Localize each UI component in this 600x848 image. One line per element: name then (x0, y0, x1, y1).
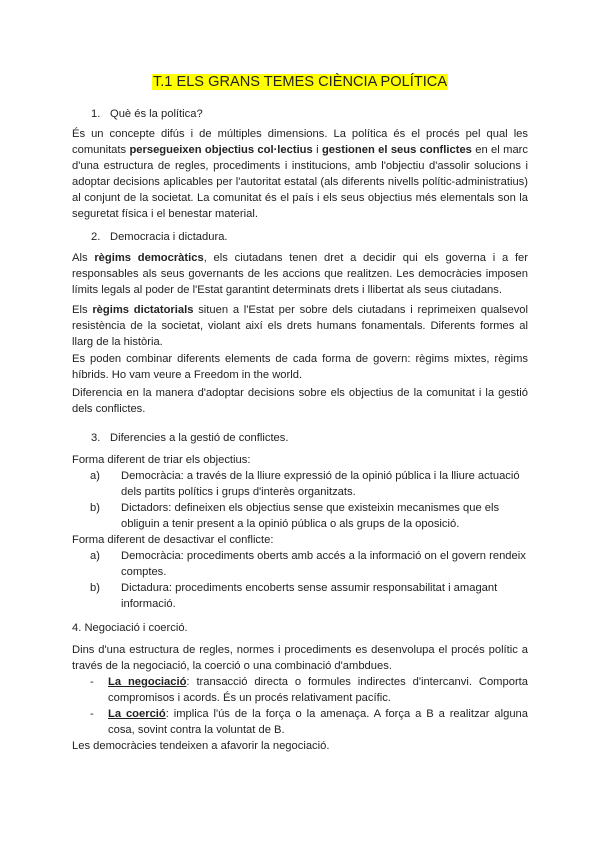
list-item (72, 580, 528, 612)
section-4-heading (72, 620, 528, 636)
section-2-paragraph-2 (72, 302, 528, 350)
term-coercio: La coerció (108, 708, 166, 720)
section-4-paragraph (72, 642, 528, 754)
section-2-paragraph-3 (72, 351, 528, 383)
section-2-heading-text: Democracia i dictadura. (110, 231, 228, 243)
list-item-text: Democràcia: procediments oberts amb accés a la informació on el govern rendeix comptes. (121, 550, 526, 578)
list-item-text: Democràcia: a través de la lliure expressió de la opinió pública i la lliure actuació dels partits polítics i grups d'interès organitzats. (121, 470, 520, 498)
s1-bold-objectius: persegueixen objectius col·lectius (129, 144, 313, 156)
document-title: T.1 ELS GRANS TEMES CIÈNCIA POLÍTICA (152, 74, 448, 90)
section-4-heading-text: 4. Negociació i coerció. (72, 622, 188, 634)
s2-bold-democratics: règims democràtics (94, 252, 204, 264)
section-2-paragraph-4 (72, 385, 528, 417)
s2-p4: Diferencia en la manera d'adoptar decisions sobre els objectius de la comunitat i la gestió dels conflictes. (72, 387, 528, 415)
section-3-heading-text: Diferencies a la gestió de conflictes. (110, 432, 289, 444)
section-3-objectives (72, 452, 528, 532)
list-item-text: : implica l'ús de la força o la amenaça. A força a B a realitzar alguna cosa, sovint contra la voluntat de B. (108, 708, 528, 736)
title-wrap (0, 73, 600, 91)
term-negociacio: La negociació (108, 676, 187, 688)
list-item-text: : transacció directa o formules indirectes d'intercanvi. Comporta compromisos i acords. És un procés relativament pacífic. (108, 676, 528, 704)
s1-text-c: i (312, 144, 322, 156)
section-1-paragraph (72, 126, 528, 222)
list-item-text: Dictadura: procediments encoberts sense assumir responsabilitat i amagant informació. (121, 582, 498, 610)
s1-text-d: en el marc d'una estructura de regles, procediments i institucions, amb l'objectiu d'assolir solucions i adoptar decisions aplicables per l'autoritat estatal (als diferents nivells polític-administratius) al conjunt de la societat. La comunitat és el país i els seus objectius més elementals son la seguretat física i el benestar material. (72, 144, 528, 220)
section-2-paragraph-1 (72, 250, 528, 298)
s2-bold-dictatorials: règims dictatorials (92, 304, 194, 316)
list-item (72, 468, 528, 500)
s4-closing: Les democràcies tendeixen a afavorir la negociació. (72, 740, 330, 752)
s4-list (72, 674, 528, 738)
list-item-text: Dictadors: defineixen els objectius sense que existeixin mecanismes que els obliguin a tenir present a la opinió pública o als grups de la oposició. (121, 502, 500, 530)
list-marker: b) (90, 582, 100, 594)
s3-intro-2: Forma diferent de desactivar el conflicte: (72, 534, 274, 546)
s4-p1: Dins d'una estructura de regles, normes i procediments es desenvolupa el procés polític a través de la negociació, la coerció o una combinació d'ambdues. (72, 644, 528, 672)
list-marker: a) (90, 550, 100, 562)
s2-p3: Es poden combinar diferents elements de cada forma de govern: règims mixtes, règims híbrids. Ho vam veure a Freedom in the world. (72, 353, 528, 381)
s2-p2-c: situen a l'Estat per sobre dels ciutadans i reprimeixen qualsevol resistència de la societat, violant així els drets humans fonamentals. Diferents formes al llarg de la història. (72, 304, 529, 348)
s3-list-1 (72, 468, 528, 532)
list-item (72, 706, 528, 738)
s2-p1-a: Als (72, 252, 95, 264)
list-item (72, 674, 528, 706)
section-2-heading (72, 229, 528, 245)
s3-intro-1: Forma diferent de triar els objectius: (72, 454, 251, 466)
list-marker: - (90, 708, 94, 720)
section-3-conflict (72, 532, 528, 612)
list-item (72, 548, 528, 580)
list-marker: b) (90, 502, 100, 514)
s1-bold-conflictes: gestionen el seus conflictes (321, 144, 472, 156)
s2-p2-a: Els (72, 304, 93, 316)
section-1-number: 1. (91, 108, 101, 120)
list-item (72, 500, 528, 532)
section-3-number: 3. (91, 432, 101, 444)
section-2-number: 2. (91, 231, 101, 243)
section-3-heading (72, 430, 528, 446)
section-1-heading (72, 106, 528, 122)
list-marker: - (90, 676, 94, 688)
s2-p1-c: , els ciutadans tenen dret a decidir qui els governa i a fer responsables als seus governants de les accions que realitzen. Les democràcies imposen límits legals al poder de l'Estat garantint determinats drets i llibertat als seus ciutadans. (72, 252, 528, 296)
s3-list-2 (72, 548, 528, 612)
s1-text-a: És un concepte difús i de múltiples dimensions. La política és el procés pel qual les comunitats (72, 128, 528, 156)
section-1-heading-text: Què és la política? (110, 108, 203, 120)
list-marker: a) (90, 470, 100, 482)
